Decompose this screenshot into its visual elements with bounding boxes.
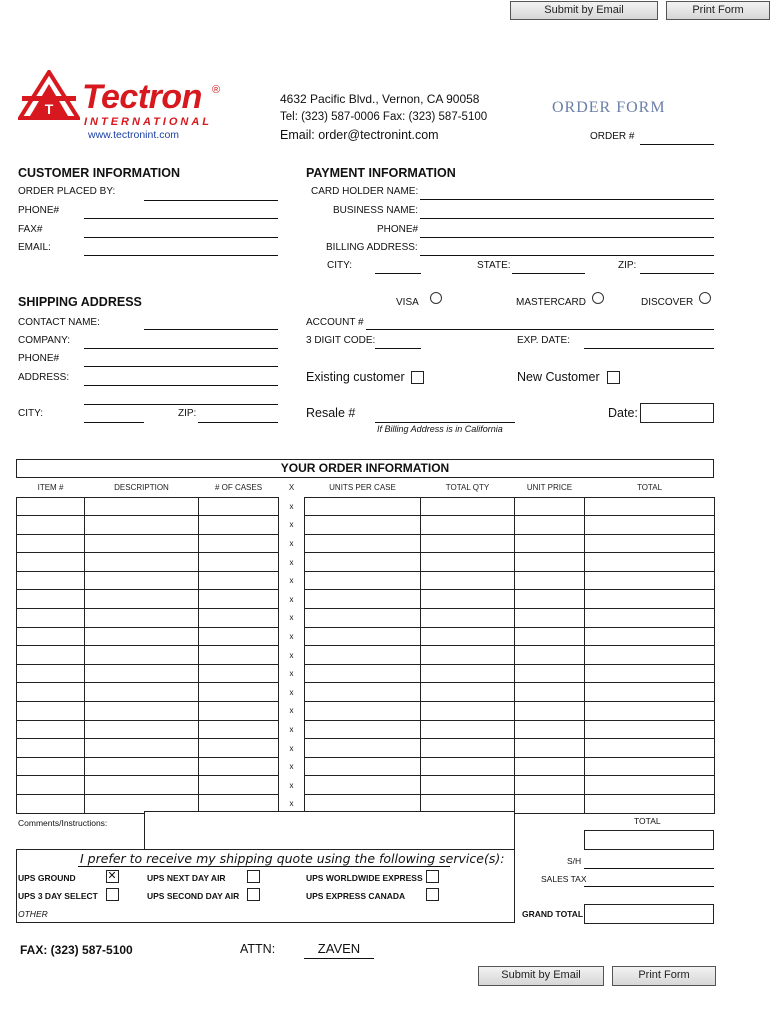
- ups-next-day-checkbox[interactable]: [247, 870, 260, 883]
- description-cell[interactable]: [85, 664, 199, 683]
- customer-email-field[interactable]: [84, 255, 278, 256]
- total-cell[interactable]: [585, 795, 715, 814]
- unit-price-cell[interactable]: [515, 516, 585, 535]
- attn-value: ZAVEN: [317, 941, 361, 956]
- units-cell[interactable]: [305, 553, 421, 572]
- unit-price-cell[interactable]: [515, 534, 585, 553]
- order-info-heading: YOUR ORDER INFORMATION: [280, 461, 450, 475]
- units-cell[interactable]: [305, 776, 421, 795]
- total-qty-cell[interactable]: [421, 571, 515, 590]
- table-row: [17, 702, 715, 721]
- existing-customer-checkbox[interactable]: [411, 371, 424, 384]
- x-cell: x: [279, 516, 305, 535]
- units-cell[interactable]: [305, 664, 421, 683]
- table-row: [17, 739, 715, 758]
- unit-price-cell[interactable]: [515, 553, 585, 572]
- total-qty-cell[interactable]: [421, 516, 515, 535]
- account-number-field[interactable]: [366, 329, 714, 330]
- description-cell[interactable]: [85, 646, 199, 665]
- col-total-header: TOTAL: [636, 482, 663, 492]
- cases-cell[interactable]: [199, 720, 279, 739]
- x-cell: x: [279, 776, 305, 795]
- unit-price-cell[interactable]: [515, 627, 585, 646]
- total-cell[interactable]: [585, 664, 715, 683]
- ups-3day-label: UPS 3 DAY SELECT: [18, 891, 98, 901]
- order-placed-by-label: ORDER PLACED BY:: [18, 186, 116, 197]
- shipping-city-field[interactable]: [84, 422, 144, 423]
- units-cell[interactable]: [305, 757, 421, 776]
- bottom-print-form-button[interactable]: Print Form: [612, 966, 716, 986]
- customer-info-heading: CUSTOMER INFORMATION: [18, 166, 181, 180]
- table-row: [17, 590, 715, 609]
- table-row: [17, 776, 715, 795]
- table-row: [17, 516, 715, 535]
- item-cell[interactable]: [17, 609, 85, 628]
- cases-cell[interactable]: [199, 739, 279, 758]
- total-field[interactable]: [584, 830, 714, 850]
- cases-cell[interactable]: [199, 516, 279, 535]
- units-cell[interactable]: [305, 702, 421, 721]
- cases-cell[interactable]: [199, 553, 279, 572]
- business-name-field[interactable]: [420, 218, 714, 219]
- total-cell[interactable]: [585, 739, 715, 758]
- col-total-qty-header: TOTAL QTY: [445, 482, 490, 492]
- ups-ground-checkbox[interactable]: [106, 870, 119, 883]
- total-qty-cell[interactable]: [421, 609, 515, 628]
- total-qty-cell[interactable]: [421, 497, 515, 516]
- ups-second-day-label: UPS SECOND DAY AIR: [147, 891, 240, 901]
- attn-label: ATTN:: [240, 942, 276, 956]
- item-cell[interactable]: [17, 497, 85, 516]
- table-row: [17, 683, 715, 702]
- shipping-city-label: CITY:: [18, 408, 44, 419]
- form-title: ORDER FORM: [552, 99, 666, 116]
- total-cell[interactable]: [585, 609, 715, 628]
- logo-wordmark: Tectron: [82, 78, 202, 116]
- x-cell: x: [279, 590, 305, 609]
- shipping-address-heading: SHIPPING ADDRESS: [18, 295, 142, 309]
- order-placed-by-field[interactable]: [144, 200, 278, 201]
- total-cell[interactable]: [585, 720, 715, 739]
- total-qty-cell[interactable]: [421, 553, 515, 572]
- billing-state-field[interactable]: [512, 273, 585, 274]
- unit-price-cell[interactable]: [515, 720, 585, 739]
- discover-radio[interactable]: [699, 292, 711, 304]
- cases-cell[interactable]: [199, 664, 279, 683]
- item-cell[interactable]: [17, 553, 85, 572]
- total-cell[interactable]: [585, 757, 715, 776]
- card-holder-label: CARD HOLDER NAME:: [311, 186, 419, 197]
- registered-mark: ®: [212, 84, 221, 96]
- units-cell[interactable]: [305, 683, 421, 702]
- table-row: [17, 497, 715, 516]
- col-description-header: DESCRIPTION: [114, 482, 169, 492]
- col-units-header: UNITS PER CASE: [329, 482, 396, 492]
- date-field[interactable]: [640, 403, 714, 423]
- cases-cell[interactable]: [199, 646, 279, 665]
- resale-field[interactable]: [375, 422, 515, 423]
- description-cell[interactable]: [85, 516, 199, 535]
- unit-price-cell[interactable]: [515, 683, 585, 702]
- units-cell[interactable]: [305, 571, 421, 590]
- item-cell[interactable]: [17, 776, 85, 795]
- x-cell: x: [279, 571, 305, 590]
- unit-price-cell[interactable]: [515, 646, 585, 665]
- customer-phone-label: PHONE#: [18, 205, 60, 216]
- sh-label: S/H: [567, 856, 582, 866]
- item-cell[interactable]: [17, 683, 85, 702]
- total-qty-cell[interactable]: [421, 702, 515, 721]
- units-cell[interactable]: [305, 720, 421, 739]
- cases-cell[interactable]: [199, 534, 279, 553]
- billing-zip-label: ZIP:: [618, 260, 637, 271]
- ups-canada-label: UPS EXPRESS CANADA: [306, 891, 406, 901]
- total-cell[interactable]: [585, 590, 715, 609]
- item-cell[interactable]: [17, 739, 85, 758]
- unit-price-cell[interactable]: [515, 497, 585, 516]
- total-cell[interactable]: [585, 497, 715, 516]
- company-label: COMPANY:: [18, 335, 71, 346]
- payment-phone-label: PHONE#: [377, 224, 419, 235]
- company-field[interactable]: [84, 348, 278, 349]
- description-cell[interactable]: [85, 571, 199, 590]
- col-cases-header: # OF CASES: [214, 482, 263, 492]
- unit-price-cell[interactable]: [515, 757, 585, 776]
- table-row: [17, 609, 715, 628]
- shipping-zip-field[interactable]: [198, 422, 278, 423]
- cases-cell[interactable]: [199, 571, 279, 590]
- table-row: [17, 571, 715, 590]
- description-cell[interactable]: [85, 683, 199, 702]
- svg-text:T: T: [44, 101, 54, 117]
- description-cell[interactable]: [85, 776, 199, 795]
- visa-label: VISA: [396, 297, 419, 308]
- billing-address-field[interactable]: [420, 255, 714, 256]
- attn-underline: [304, 958, 374, 959]
- total-cell[interactable]: [585, 683, 715, 702]
- account-number-label: ACCOUNT #: [306, 317, 364, 328]
- unit-price-cell[interactable]: [515, 795, 585, 814]
- order-number-field[interactable]: [640, 144, 714, 145]
- total-qty-cell[interactable]: [421, 683, 515, 702]
- billing-city-field[interactable]: [375, 273, 421, 274]
- x-cell: x: [279, 497, 305, 516]
- total-qty-cell[interactable]: [421, 646, 515, 665]
- item-cell[interactable]: [17, 702, 85, 721]
- shipping-pref-underline: [78, 866, 450, 867]
- unit-price-cell[interactable]: [515, 609, 585, 628]
- cases-cell[interactable]: [199, 757, 279, 776]
- billing-city-label: CITY:: [327, 260, 353, 271]
- table-row: [17, 553, 715, 572]
- customer-fax-label: FAX#: [18, 224, 43, 235]
- units-cell[interactable]: [305, 590, 421, 609]
- col-x-header: X: [288, 483, 295, 492]
- total-cell[interactable]: [585, 627, 715, 646]
- cases-cell[interactable]: [199, 609, 279, 628]
- ups-worldwide-checkbox[interactable]: [426, 870, 439, 883]
- table-row: [17, 534, 715, 553]
- mastercard-label: MASTERCARD: [516, 297, 587, 308]
- units-cell[interactable]: [305, 534, 421, 553]
- print-form-button[interactable]: Print Form: [666, 1, 770, 20]
- grand-total-label: GRAND TOTAL: [522, 909, 584, 919]
- units-cell[interactable]: [305, 609, 421, 628]
- visa-radio[interactable]: [430, 292, 442, 304]
- units-cell[interactable]: [305, 646, 421, 665]
- customer-phone-field[interactable]: [84, 218, 278, 219]
- exp-date-field[interactable]: [584, 348, 714, 349]
- description-cell[interactable]: [85, 757, 199, 776]
- table-row: [17, 627, 715, 646]
- unit-price-cell[interactable]: [515, 664, 585, 683]
- item-cell[interactable]: [17, 627, 85, 646]
- digit-code-label: 3 DIGIT CODE:: [306, 335, 376, 346]
- x-cell: x: [279, 720, 305, 739]
- date-label: Date:: [608, 406, 638, 420]
- footer-fax: FAX: (323) 587-5100: [20, 943, 133, 957]
- unit-price-cell[interactable]: [515, 702, 585, 721]
- table-row: [17, 757, 715, 776]
- company-address: 4632 Pacific Blvd., Vernon, CA 90058: [280, 92, 480, 106]
- digit-code-field[interactable]: [375, 348, 421, 349]
- units-cell[interactable]: [305, 739, 421, 758]
- cases-cell[interactable]: [199, 683, 279, 702]
- exp-date-label: EXP. DATE:: [517, 335, 570, 346]
- company-website: www.tectronint.com: [88, 129, 180, 141]
- mastercard-radio[interactable]: [592, 292, 604, 304]
- description-cell[interactable]: [85, 609, 199, 628]
- shipping-phone-label: PHONE#: [18, 353, 60, 364]
- order-items-table: [16, 478, 715, 814]
- cases-cell[interactable]: [199, 497, 279, 516]
- sales-tax-label: SALES TAX: [541, 874, 587, 884]
- order-table-header: [17, 478, 715, 497]
- company-email: Email: order@tectronint.com: [280, 128, 439, 142]
- table-row: [17, 664, 715, 683]
- item-cell[interactable]: [17, 646, 85, 665]
- item-cell[interactable]: [17, 720, 85, 739]
- total-qty-cell[interactable]: [421, 664, 515, 683]
- comments-field[interactable]: [144, 811, 515, 849]
- order-number-label: ORDER #: [590, 131, 635, 142]
- total-qty-cell[interactable]: [421, 739, 515, 758]
- customer-fax-field[interactable]: [84, 237, 278, 238]
- shipping-address-field[interactable]: [84, 385, 278, 386]
- billing-state-label: STATE:: [477, 260, 511, 271]
- description-cell[interactable]: [85, 702, 199, 721]
- table-row: [17, 646, 715, 665]
- units-cell[interactable]: [305, 627, 421, 646]
- item-cell[interactable]: [17, 795, 85, 814]
- item-cell[interactable]: [17, 571, 85, 590]
- shipping-zip-label: ZIP:: [178, 408, 197, 419]
- item-cell[interactable]: [17, 516, 85, 535]
- total-cell[interactable]: [585, 553, 715, 572]
- description-cell[interactable]: [85, 534, 199, 553]
- shipping-address-field-2[interactable]: [84, 404, 278, 405]
- shipping-address-label: ADDRESS:: [18, 372, 70, 383]
- total-cell[interactable]: [585, 571, 715, 590]
- total-qty-cell[interactable]: [421, 627, 515, 646]
- new-customer-label: New Customer: [517, 370, 600, 384]
- item-cell[interactable]: [17, 534, 85, 553]
- total-qty-cell[interactable]: [421, 590, 515, 609]
- comments-label: Comments/Instructions:: [18, 818, 108, 828]
- shipping-phone-field[interactable]: [84, 366, 278, 367]
- resale-label: Resale #: [306, 406, 356, 420]
- col-item-header: ITEM #: [37, 482, 64, 492]
- description-cell[interactable]: [85, 627, 199, 646]
- company-tel-fax: Tel: (323) 587-0006 Fax: (323) 587-5100: [280, 111, 488, 123]
- ups-next-day-label: UPS NEXT DAY AIR: [147, 873, 226, 883]
- description-cell[interactable]: [85, 553, 199, 572]
- cases-cell[interactable]: [199, 627, 279, 646]
- total-qty-cell[interactable]: [421, 776, 515, 795]
- description-cell[interactable]: [85, 590, 199, 609]
- tectron-logo: [18, 70, 228, 140]
- x-cell: x: [279, 609, 305, 628]
- contact-name-label: CONTACT NAME:: [18, 317, 100, 328]
- x-cell: x: [279, 646, 305, 665]
- x-cell: x: [279, 534, 305, 553]
- total-cell[interactable]: [585, 534, 715, 553]
- total-cell[interactable]: [585, 702, 715, 721]
- ups-worldwide-label: UPS WORLDWIDE EXPRESS: [306, 873, 423, 883]
- payment-phone-field[interactable]: [420, 237, 714, 238]
- x-cell: x: [279, 683, 305, 702]
- resale-note: If Billing Address is in California: [377, 424, 503, 434]
- customer-email-label: EMAIL:: [18, 242, 51, 253]
- cases-cell[interactable]: [199, 702, 279, 721]
- units-cell[interactable]: [305, 516, 421, 535]
- payment-info-heading: PAYMENT INFORMATION: [306, 166, 456, 180]
- business-name-label: BUSINESS NAME:: [333, 205, 419, 216]
- submit-by-email-button[interactable]: Submit by Email: [510, 1, 658, 20]
- item-cell[interactable]: [17, 590, 85, 609]
- total-label: TOTAL: [634, 816, 661, 826]
- item-cell[interactable]: [17, 664, 85, 683]
- total-cell[interactable]: [585, 646, 715, 665]
- sales-tax-field[interactable]: [584, 886, 714, 887]
- table-row: [17, 720, 715, 739]
- tectron-triangle-icon: [18, 70, 80, 120]
- item-cell[interactable]: [17, 757, 85, 776]
- unit-price-cell[interactable]: [515, 776, 585, 795]
- other-label: OTHER: [18, 909, 48, 919]
- x-cell: x: [279, 553, 305, 572]
- description-cell[interactable]: [85, 720, 199, 739]
- sh-field[interactable]: [584, 868, 714, 869]
- cases-cell[interactable]: [199, 590, 279, 609]
- total-qty-cell[interactable]: [421, 534, 515, 553]
- shipping-pref-heading: I prefer to receive my shipping quote using the following service(s):: [80, 851, 505, 866]
- ups-3day-checkbox[interactable]: [106, 888, 119, 901]
- bottom-submit-by-email-button[interactable]: Submit by Email: [478, 966, 604, 986]
- x-cell: x: [279, 664, 305, 683]
- grand-total-field[interactable]: [584, 904, 714, 924]
- total-cell[interactable]: [585, 776, 715, 795]
- total-qty-cell[interactable]: [421, 720, 515, 739]
- x-cell: x: [279, 757, 305, 776]
- x-cell: x: [279, 739, 305, 758]
- billing-address-label: BILLING ADDRESS:: [326, 242, 418, 253]
- new-customer-checkbox[interactable]: [607, 371, 620, 384]
- ups-second-day-checkbox[interactable]: [247, 888, 260, 901]
- contact-name-field[interactable]: [144, 329, 278, 330]
- x-cell: x: [279, 702, 305, 721]
- card-holder-field[interactable]: [420, 199, 714, 200]
- description-cell[interactable]: [85, 497, 199, 516]
- ups-canada-checkbox[interactable]: [426, 888, 439, 901]
- col-unit-price-header: UNIT PRICE: [526, 482, 573, 492]
- discover-label: DISCOVER: [641, 297, 694, 308]
- ups-ground-label: UPS GROUND: [18, 873, 76, 883]
- total-qty-cell[interactable]: [421, 757, 515, 776]
- description-cell[interactable]: [85, 739, 199, 758]
- x-cell: x: [279, 627, 305, 646]
- billing-zip-field[interactable]: [640, 273, 714, 274]
- cases-cell[interactable]: [199, 776, 279, 795]
- total-cell[interactable]: [585, 516, 715, 535]
- logo-international: INTERNATIONAL: [84, 116, 213, 128]
- unit-price-cell[interactable]: [515, 590, 585, 609]
- units-cell[interactable]: [305, 497, 421, 516]
- unit-price-cell[interactable]: [515, 739, 585, 758]
- unit-price-cell[interactable]: [515, 571, 585, 590]
- existing-customer-label: Existing customer: [306, 370, 405, 384]
- x-cell: x: [279, 795, 305, 814]
